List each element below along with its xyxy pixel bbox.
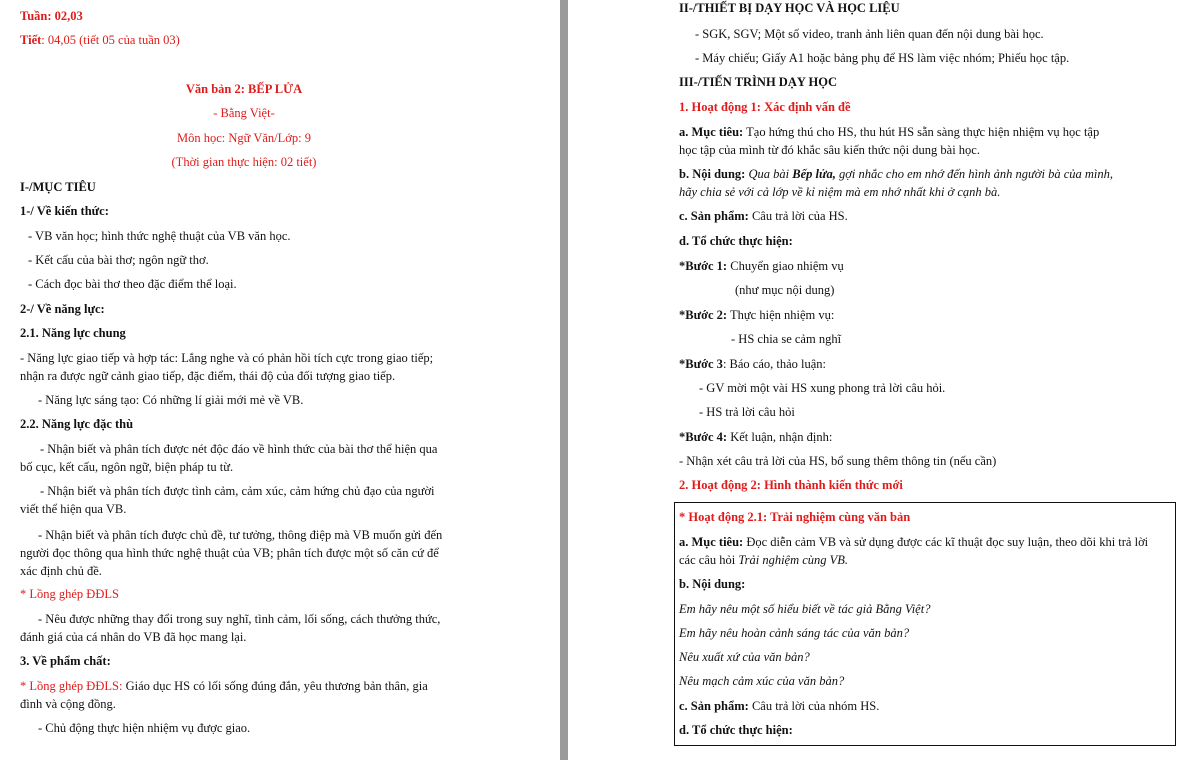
specific-competence-3-line-1: - Nhận biết và phân tích được chủ đề, tư tưởng, thông điệp mà VB muốn gửi đến — [38, 528, 443, 542]
ethics-integration-heading: * Lồng ghép ĐĐLS — [20, 587, 119, 601]
specific-competence-3-line-2: người đọc thông qua hình thức nghệ thuật của VB; phân tích được một số căn cứ để — [20, 546, 439, 560]
activity-2-1-objective-text: Đọc diễn cảm VB và sử dụng được các kĩ thuật đọc suy luận, theo dõi khi trả lời — [743, 535, 1149, 549]
quality-item-1-text: Giáo dục HS có lối sống đúng đắn, yêu thương bản thân, gia — [122, 679, 428, 693]
activity-2-1-objective-label: a. Mục tiêu: — [679, 535, 744, 549]
period-line — [20, 32, 180, 48]
step-2 — [679, 307, 834, 323]
specific-competence-heading: 2.2. Năng lực đặc thù — [20, 417, 134, 431]
activity-2-1-objective-line-2 — [679, 552, 848, 568]
activity-1-content-text-b: gợi nhắc cho em nhớ đến hình ảnh người bà của mình, — [835, 167, 1113, 181]
activity-2-1-objective-text-3: Trải nghiệm cùng VB. — [738, 553, 849, 567]
activity-1-content-label: b. Nội dung: — [679, 167, 746, 181]
step-3 — [679, 356, 826, 372]
specific-competence-3-line-3: xác định chủ đề. — [20, 564, 102, 578]
activity-2-1-product — [679, 698, 879, 714]
ethics-integration-line-2: đánh giá của cá nhân do VB đã học mang lại. — [20, 630, 247, 644]
activity-2-1-objective-text-2: các câu hỏi — [679, 553, 739, 567]
activity-1-objective-text: Tạo hứng thú cho HS, thu hút HS sẵn sàng thực hiện nhiệm vụ học tập — [743, 125, 1100, 139]
lesson-subject: Môn học: Ngữ Văn/Lớp: 9 — [177, 131, 311, 145]
knowledge-heading: 1-/ Về kiến thức: — [20, 204, 109, 218]
activity-2-1-objective-line-1 — [679, 534, 1148, 550]
step-2-text: Thực hiện nhiệm vụ: — [727, 308, 835, 322]
general-competence-2: - Năng lực sáng tạo: Có những lí giải mới mẻ về VB. — [38, 393, 304, 407]
period-value: : 04,05 (tiết 05 của tuần 03) — [41, 33, 180, 47]
step-3-label: *Bước 3 — [679, 357, 723, 371]
document-page-right — [568, 0, 1178, 760]
specific-competence-1-line-1: - Nhận biết và phân tích được nét độc đáo về hình thức của bài thơ thể hiện qua — [40, 442, 438, 456]
activity-1-product — [679, 208, 848, 224]
step-3-detail-1: - GV mời một vài HS xung phong trả lời câu hỏi. — [699, 381, 946, 395]
activity-2-1-product-label: c. Sản phẩm: — [679, 699, 749, 713]
section-equipment-heading: II-/THIẾT BỊ DẠY HỌC VÀ HỌC LIỆU — [679, 1, 900, 15]
specific-competence-2-line-2: viết thể hiện qua VB. — [20, 502, 127, 516]
activity-2-1-box — [674, 502, 1176, 746]
step-2-label: *Bước 2: — [679, 308, 728, 322]
specific-competence-1-line-2: bố cục, kết cấu, ngôn ngữ, biện pháp tu từ. — [20, 460, 234, 474]
activity-1-objective-line-2: học tập của mình từ đó khắc sâu kiến thức nội dung bài học. — [679, 143, 980, 157]
step-1-text: Chuyển giao nhiệm vụ — [727, 259, 844, 273]
knowledge-item-1: - VB văn học; hình thức nghệ thuật của VB văn học. — [28, 229, 291, 243]
quality-item-1-label: * Lồng ghép ĐĐLS: — [20, 679, 123, 693]
quality-item-1-line-1 — [20, 678, 428, 694]
activity-2-1-product-text: Câu trả lời của nhóm HS. — [748, 699, 880, 713]
activity-2-1-question-3: Nêu xuất xứ của văn bản? — [679, 650, 810, 664]
week-line: Tuần: 02,03 — [20, 9, 83, 23]
section-process-heading: III-/TIẾN TRÌNH DẠY HỌC — [679, 75, 838, 89]
step-1-label: *Bước 1: — [679, 259, 728, 273]
activity-1-product-text: Câu trả lời của HS. — [748, 209, 848, 223]
lesson-title: Văn bản 2: BẾP LỬA — [185, 82, 303, 96]
knowledge-item-2: - Kết cấu của bài thơ; ngôn ngữ thơ. — [28, 253, 209, 267]
quality-item-1-line-2: đình và cộng đồng. — [20, 697, 116, 711]
general-competence-heading: 2.1. Năng lực chung — [20, 326, 126, 340]
equipment-item-2: - Máy chiếu; Giấy A1 hoặc bảng phụ để HS làm việc nhóm; Phiếu học tập. — [695, 51, 1070, 65]
activity-2-1-question-4: Nêu mạch cảm xúc của văn bản? — [679, 674, 845, 688]
step-2-detail: - HS chia se cảm nghĩ — [731, 332, 842, 346]
document-page-left — [0, 0, 560, 760]
step-3-detail-2: - HS trả lời câu hỏi — [699, 405, 795, 419]
activity-1-content-text-a: Qua bài — [745, 167, 793, 181]
activity-1-content-line-1 — [679, 166, 1113, 182]
knowledge-item-3: - Cách đọc bài thơ theo đặc điểm thể loại. — [28, 277, 237, 291]
lesson-duration: (Thời gian thực hiện: 02 tiết) — [171, 155, 317, 169]
activity-2-1-question-2: Em hãy nêu hoàn cảnh sáng tác của văn bản? — [679, 626, 910, 640]
step-3-text: : Báo cáo, thảo luận: — [722, 357, 827, 371]
general-competence-1-line-1: - Năng lực giao tiếp và hợp tác: Lắng nghe và có phản hồi tích cực trong giao tiếp; — [20, 351, 434, 365]
step-4-detail-1: - Nhận xét câu trả lời của HS, bổ sung thêm thông tin (nếu cần) — [679, 454, 997, 468]
activity-1-heading: 1. Hoạt động 1: Xác định vấn đề — [679, 100, 851, 114]
section-objectives-heading: I-/MỤC TIÊU — [20, 180, 96, 194]
activity-2-1-content-heading: b. Nội dung: — [679, 577, 746, 591]
activity-2-heading: 2. Hoạt động 2: Hình thành kiến thức mới — [679, 478, 903, 492]
activity-1-objective-label: a. Mục tiêu: — [679, 125, 744, 139]
step-4-label: *Bước 4: — [679, 430, 728, 444]
quality-heading: 3. Về phẩm chất: — [20, 654, 111, 668]
activity-2-1-question-1: Em hãy nêu một số hiểu biết về tác giả Bằng Việt? — [679, 602, 931, 616]
step-1-detail: (như mục nội dung) — [735, 283, 835, 297]
specific-competence-2-line-1: - Nhận biết và phân tích được tình cảm, cảm xúc, cảm hứng chủ đạo của người — [40, 484, 435, 498]
step-4 — [679, 429, 832, 445]
activity-1-content-line-2: hãy chia sẻ với cả lớp về kỉ niệm mà em nhớ nhất khi ở cạnh bà. — [679, 185, 1001, 199]
step-1 — [679, 258, 844, 274]
activity-2-1-title: * Hoạt động 2.1: Trải nghiệm cùng văn bản — [679, 510, 911, 524]
ethics-integration-line-1: - Nêu được những thay đổi trong suy nghĩ, tình cảm, lối sống, cách thưởng thức, — [38, 612, 441, 626]
equipment-item-1: - SGK, SGV; Một số video, tranh ảnh liên quan đến nội dung bài học. — [695, 27, 1044, 41]
competence-heading: 2-/ Về năng lực: — [20, 302, 105, 316]
lesson-author: - Bằng Việt- — [213, 106, 275, 120]
quality-item-2: - Chủ động thực hiện nhiệm vụ được giao. — [38, 721, 251, 735]
activity-1-objective-line-1 — [679, 124, 1099, 140]
activity-2-1-organize-heading: d. Tổ chức thực hiện: — [679, 723, 793, 737]
activity-1-organize-heading: d. Tổ chức thực hiện: — [679, 234, 793, 248]
step-4-text: Kết luận, nhận định: — [727, 430, 833, 444]
period-label: Tiết — [20, 33, 42, 47]
general-competence-1-line-2: nhận ra được ngữ cảnh giao tiếp, đặc điểm, thái độ của đối tượng giao tiếp. — [20, 369, 396, 383]
activity-1-product-label: c. Sản phẩm: — [679, 209, 749, 223]
activity-1-content-poem-name: Bếp lửa, — [792, 167, 836, 181]
